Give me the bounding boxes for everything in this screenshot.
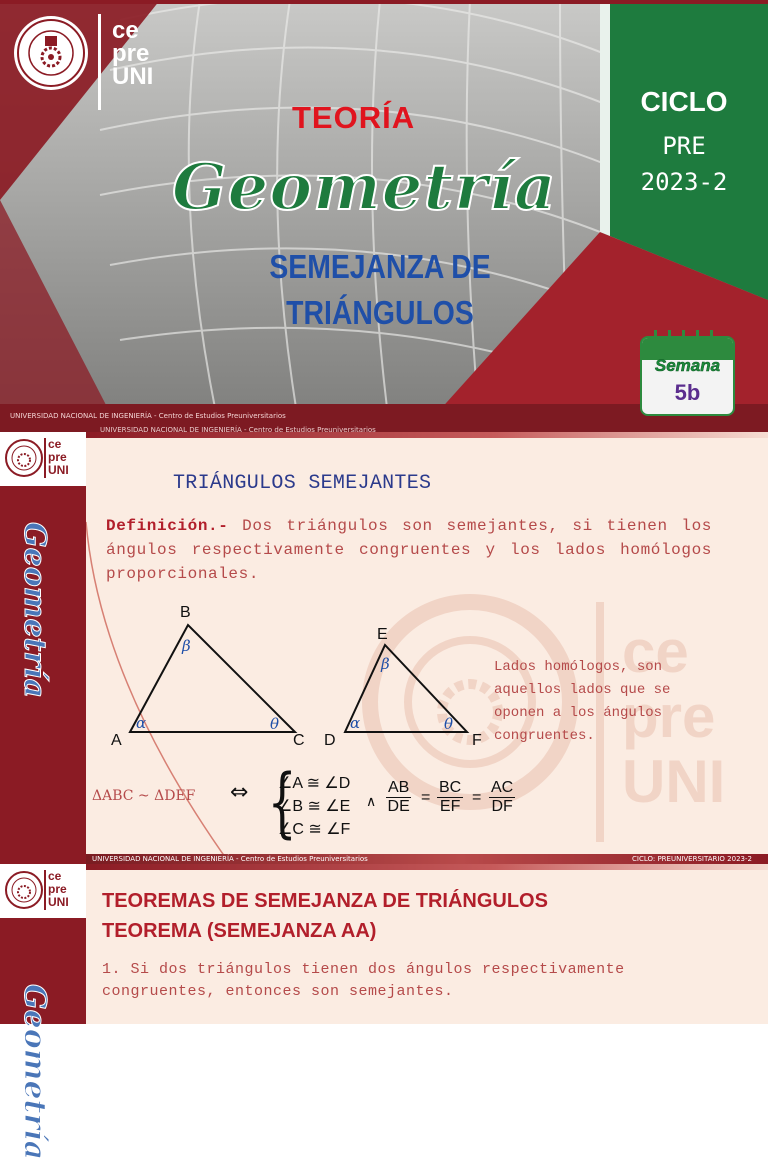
ratio-ac-df: $\frac{AC}{DF}$	[491, 779, 514, 815]
definition-text: Dos triángulos son semejantes, si tienen los ángulos respectivamente congruentes y los lados homólogos proporcionales.	[106, 517, 712, 583]
calendar-icon	[640, 336, 735, 416]
angle-beta-1: β	[182, 637, 191, 655]
faint-header: UNIVERSIDAD NACIONAL DE INGENIERÍA - Centro de Estudios Preuniversitarios	[100, 426, 376, 434]
congruence-c-f: ∠C ≅ ∠F	[278, 821, 351, 838]
definition-paragraph	[106, 514, 712, 586]
definition-label: Definición.-	[106, 517, 229, 535]
logo-divider	[98, 14, 101, 110]
equals-sign-2: =	[472, 789, 482, 806]
semana-label: Semana	[654, 356, 721, 375]
sidebar-subject: Geometría	[17, 984, 52, 1160]
angle-congruences	[278, 772, 350, 841]
vertex-d-label: D	[324, 732, 336, 749]
vertex-f-label: F	[472, 732, 482, 749]
footer-right: CICLO: PREUNIVERSITARIO 2023-2	[632, 855, 752, 863]
semana-number: 5b	[674, 380, 701, 405]
content-slide-definition	[0, 426, 768, 864]
ciclo-year: 2023-2	[640, 168, 728, 196]
sidebar	[0, 864, 86, 1160]
svg-text:pre: pre	[622, 683, 716, 750]
subject-title: Geometría	[172, 150, 557, 225]
theorem-aa-statement: 1. Si dos triángulos tienen dos ángulos respectivamente congruentes, entonces son semejantes.	[102, 961, 625, 1000]
svg-text:UNI: UNI	[622, 748, 726, 815]
sidebar-brand: ce pre UNI	[48, 869, 69, 909]
theorem-aa-title: TEOREMA (SEMEJANZA AA)	[102, 920, 377, 942]
sidebar-brand: ce pre UNI	[48, 437, 69, 477]
angle-theta-1: θ	[270, 715, 280, 733]
topic-title-line2: TRIÁNGULOS	[286, 294, 474, 331]
uni-seal-logo	[12, 14, 90, 92]
ciclo-pre: PRE	[662, 132, 706, 160]
ratio-ab-de: $\frac{AB}{DE}$	[387, 779, 410, 815]
topic-title-line1: SEMEJANZA DE	[269, 248, 491, 285]
angle-alpha-1: α	[136, 714, 147, 732]
teoria-title: TEORÍA	[292, 100, 416, 135]
and-symbol: ∧	[366, 794, 377, 810]
angle-alpha-2: α	[350, 714, 361, 732]
sidebar-seal-logo	[4, 870, 44, 910]
angle-beta-2: β	[381, 655, 390, 673]
vertex-e-label: E	[377, 626, 388, 643]
section-heading: TRIÁNGULOS SEMEJANTES	[173, 472, 432, 495]
theorems-title: TEOREMAS DE SEMEJANZA DE TRIÁNGULOS	[102, 890, 548, 912]
content-slide-theorems	[0, 864, 768, 1160]
sidebar-subject: Geometría	[17, 522, 52, 699]
vertex-b-label: B	[180, 604, 191, 621]
triangles-figure	[100, 597, 500, 747]
angle-theta-2: θ	[444, 715, 454, 733]
equals-sign-1: =	[421, 789, 431, 806]
left-brace: {	[267, 757, 297, 846]
vertex-a-label: A	[111, 732, 122, 749]
footer-left: UNIVERSIDAD NACIONAL DE INGENIERÍA - Centro de Estudios Preuniversitarios	[92, 855, 368, 863]
cover-slide	[0, 0, 768, 432]
top-line	[0, 0, 768, 4]
svg-text:ce: ce	[622, 618, 689, 685]
congruence-b-e: ∠B ≅ ∠E	[278, 798, 351, 815]
sidebar	[0, 432, 86, 864]
ciclo-label: CICLO	[640, 86, 728, 117]
congruence-a-d: ∠A ≅ ∠D	[278, 775, 351, 792]
similarity-statement: ΔABC ~ ΔDEF	[92, 788, 196, 804]
cepreuni-brand: ce pre UNI	[112, 17, 154, 90]
vertex-c-label: C	[293, 732, 305, 749]
iff-symbol: ⇔	[230, 780, 249, 805]
homologous-sides-note: Lados homólogos, son aquellos lados que se oponen a los ángulos congruentes.	[494, 659, 671, 744]
top-strip	[86, 864, 768, 870]
ratio-bc-ef: $\frac{BC}{EF}$	[439, 779, 462, 815]
sidebar-seal-logo	[4, 438, 44, 478]
cover-footer: UNIVERSIDAD NACIONAL DE INGENIERÍA - Centro de Estudios Preuniversitarios	[10, 412, 286, 420]
